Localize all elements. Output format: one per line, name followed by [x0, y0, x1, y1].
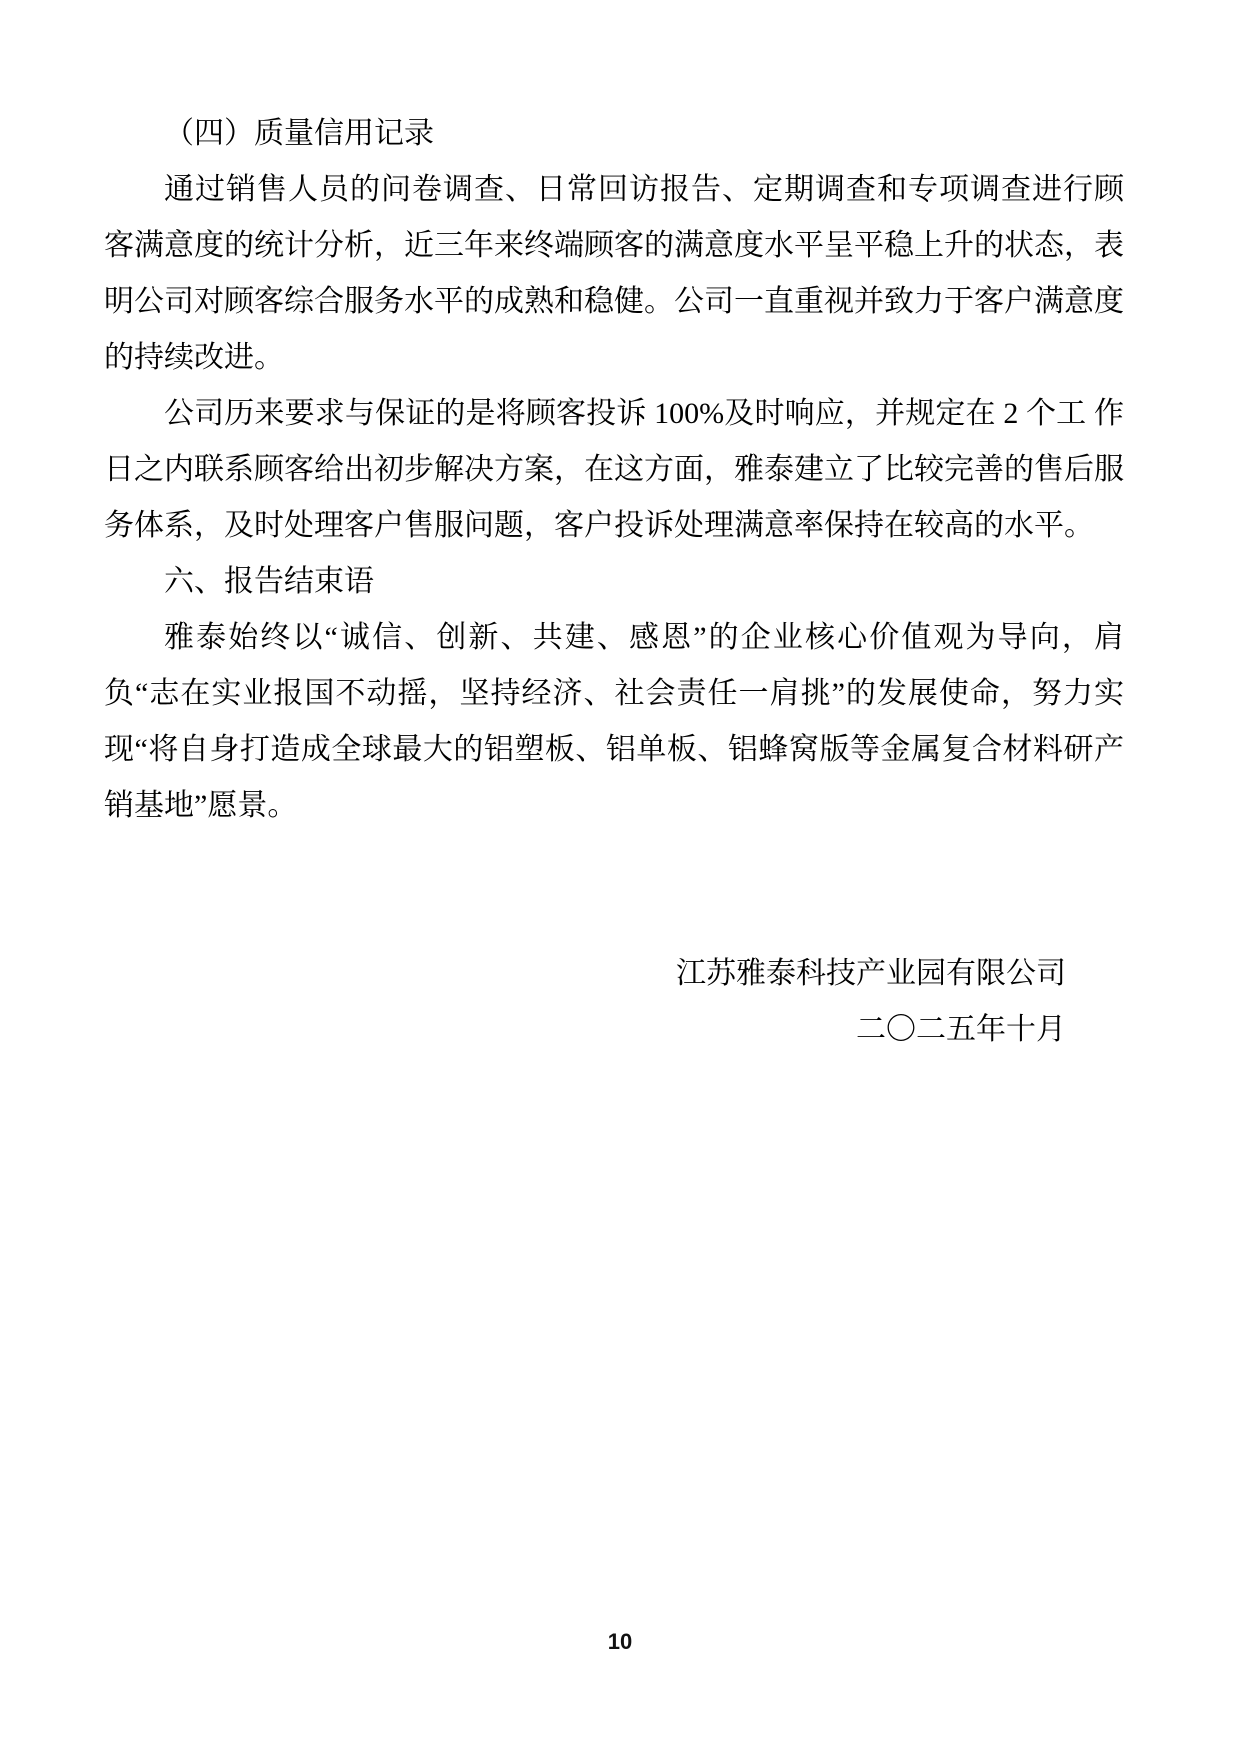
section-heading-quality-credit: （四）质量信用记录	[164, 117, 434, 150]
section-heading-closing-remarks: 六、报告结束语	[164, 565, 374, 598]
page-footer	[0, 1628, 1240, 1656]
signature-date: 二〇二五年十月	[856, 1013, 1066, 1046]
paragraph-complaint-handling: 公司历来要求与保证的是将顾客投诉 100%及时响应，并规定在 2 个工 作日之内联系顾客给出初步解决方案，在这方面，雅泰建立了比较完善的售后服务体系，及时处理客户售服问题，客户投诉处理满意率保持在较高的水平。	[104, 397, 1124, 542]
signature-block	[104, 946, 1124, 1058]
page-number: 10	[607, 1629, 633, 1654]
paragraph-customer-satisfaction: 通过销售人员的问卷调查、日常回访报告、定期调查和专项调查进行顾 客满意度的统计分析，近三年来终端顾客的满意度水平呈平稳上升的状态，表明公司对顾客综合服务水平的成熟和稳健。公司一直重视并致力于客户满意度的持续改进。	[104, 173, 1124, 374]
paragraph-vision: 雅泰始终以“诚信、创新、共建、感恩”的企业核心价值观为导向，肩负“志在实业报国不动摇，坚持经济、社会责任一肩挑”的发展使命，努力实现“将自身打造成全球最大的铝塑板、铝单板、铝蜂窝版等金属复合材料研产销基地”愿景。	[104, 621, 1124, 822]
signature-company-name: 江苏雅泰科技产业园有限公司	[676, 957, 1066, 990]
document-body	[104, 106, 1124, 1058]
